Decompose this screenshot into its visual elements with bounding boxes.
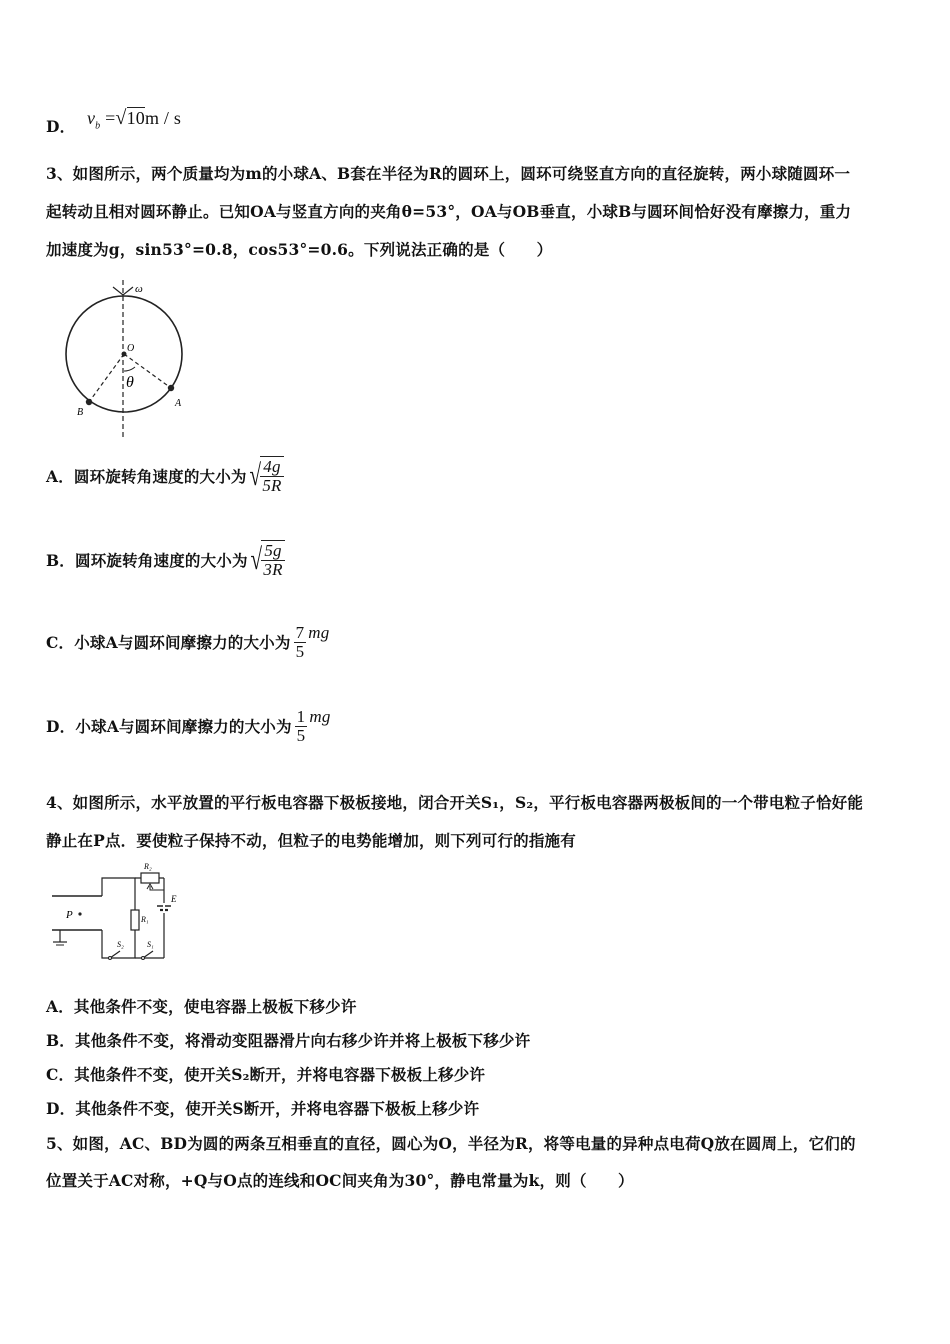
q3-option-c-text: C．小球A与圆环间摩擦力的大小为 [46,633,291,653]
q4-option-a: A．其他条件不变，使电容器上极板下移少许 [46,997,357,1016]
q2-option-d-letter: D． [46,117,76,136]
q3-stem-line-2: 起转动且相对圆环静止。已知OA与竖直方向的夹角θ=53°，OA与OB垂直，小球B与圆环间恰好没有摩擦力，重力 [46,202,852,221]
q4-option-c: C．其他条件不变，使开关S₂断开，并将电容器下极板上移少许 [46,1065,486,1084]
q3-option-a-text: A．圆环旋转角速度的大小为 [46,467,247,486]
q3-option-d-text: D．小球A与圆环间摩擦力的大小为 [46,717,292,737]
q3-option-d [46,708,331,745]
center-label: O [127,343,135,354]
q3-stem-line-3: 加速度为g，sin53°=0.8，cos53°=0.6。下列说法正确的是（ ） [46,240,553,259]
q3-option-a-numerator: 4g [263,457,281,476]
velocity-unit: m / s [145,108,182,128]
q3-option-a-sqrt: √ $\frac{4g}{5R}$ [249,457,282,495]
q3-option-c [46,624,329,661]
r1-label: R₁ [141,915,149,924]
r2-label: R₂ [144,862,152,871]
q4-circuit-figure [50,858,185,966]
q3-option-c-numerator: 7 [295,623,305,642]
q4-stem-line-1: 4、如图所示，水平放置的平行板电容器下极板接地，闭合开关S₁，S₂，平行板电容器两极板间的一个带电粒子恰好能 [46,793,864,812]
q3-option-a-denominator: 5R [262,475,282,495]
q3-option-d-mg: mg [309,707,331,727]
q3-option-b-denominator: 3R [263,559,283,579]
point-p-label: P [66,909,73,921]
ball-b [86,399,92,405]
radius-ob [89,354,124,402]
q3-option-d-denominator: 5 [296,725,306,745]
s1-label: S₁ [147,940,154,949]
ball-b-label: B [77,407,84,418]
q3-option-c-mg: mg [308,623,330,643]
resistor-r1 [131,910,139,930]
q4-stem-line-2: 静止在P点．要使粒子保持不动，但粒子的电势能增加，则下列可行的指施有 [46,831,576,850]
q3-option-b-text: B．圆环旋转角速度的大小为 [46,551,248,570]
velocity-subscript: b [95,120,101,132]
q3-option-b-sqrt: √ $\frac{5g}{3R}$ [250,541,283,579]
q3-option-c-denominator: 5 [295,641,305,661]
q3-option-b-numerator: 5g [264,541,282,560]
sqrt-radicand: 10 [126,108,146,128]
q3-stem-line-1: 3、如图所示，两个质量均为m的小球A、B套在半径为R的圆环上，圆环可绕竖直方向的直径旋转，两小球随圆环一 [46,164,851,183]
q2-option-d [46,107,182,136]
q4-option-b: B．其他条件不变，将滑动变阻器滑片向右移少许并将上极板下移少许 [46,1031,531,1050]
charged-particle [78,912,81,915]
ball-a [168,385,174,391]
q3-option-b [46,540,285,580]
resistor-r2 [141,873,159,883]
omega-label: ω [135,283,143,295]
q5-stem-line-1: 5、如图，AC、BD为圆的两条互相垂直的直径，圆心为O，半径为R，将等电量的异种点电荷Q放在圆周上，它们的 [46,1134,856,1153]
battery-e-label: E [171,894,177,904]
theta-arc [124,367,135,371]
equals-sign: = [105,108,116,128]
theta-label: θ [126,374,134,391]
q5-stem-line-2: 位置关于AC对称，+Q与O点的连线和OC间夹角为30°，静电常量为k，则（ ） [46,1171,634,1190]
s2-label: S₂ [117,940,124,949]
q4-option-d: D．其他条件不变，使开关S断开，并将电容器下极板上移少许 [46,1099,480,1118]
q3-option-d-numerator: 1 [296,707,306,726]
q2-option-d-formula: $v_b =√10m / s$ [86,107,182,132]
q3-option-a [46,456,284,496]
ball-a-label: A [175,398,182,409]
velocity-symbol: v [86,108,96,128]
q3-ring-figure [55,275,205,440]
